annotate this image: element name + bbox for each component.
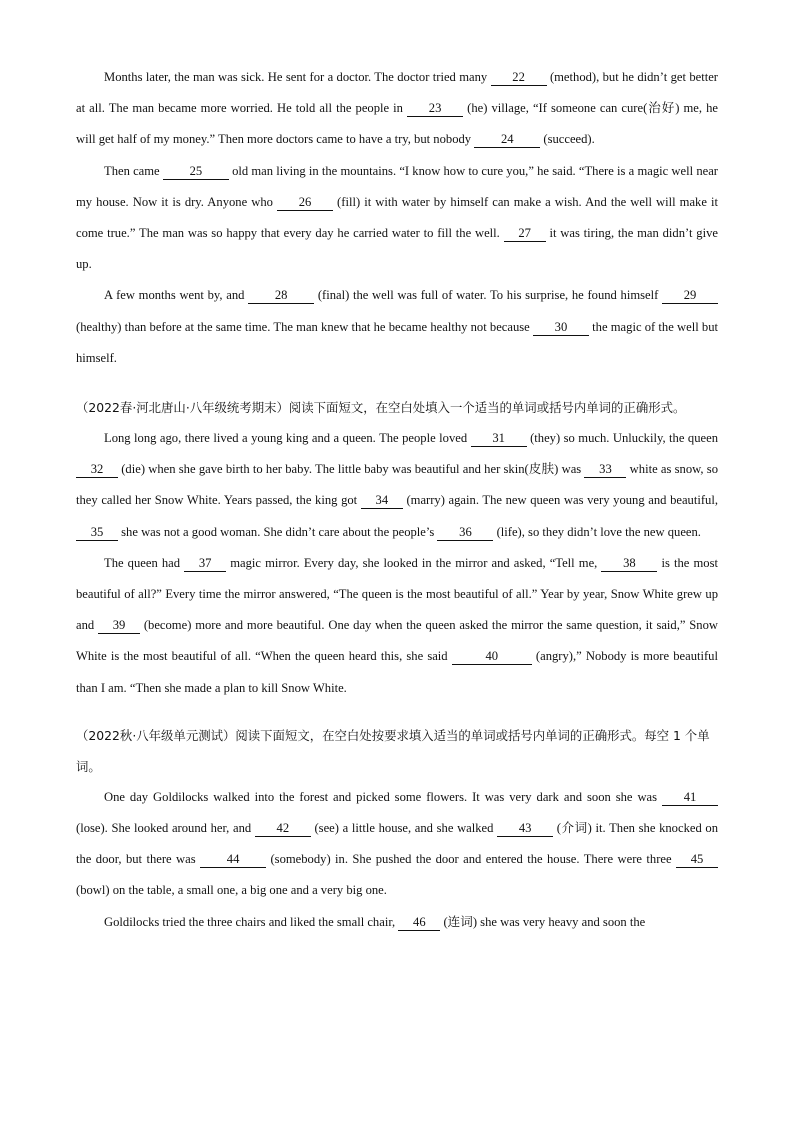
answer-blank-40[interactable]: 40 <box>452 648 532 665</box>
passage1-paragraph2 <box>76 156 718 281</box>
text-run: (see) a little house, and she walked <box>310 821 498 836</box>
text-run: magic mirror. Every day, she looked in the mirror and asked, “Tell me, <box>226 555 602 570</box>
text-run: the magic of the well but himself. <box>76 319 718 365</box>
answer-blank-44[interactable]: 44 <box>200 851 266 868</box>
text-run: (healthy) than before at the same time. The man knew that he became healthy not because <box>76 319 533 334</box>
text-run: (lose). She looked around her, and <box>76 821 255 836</box>
answer-blank-28[interactable]: 28 <box>248 287 314 304</box>
passage3-paragraph1 <box>76 782 718 907</box>
text-run: The queen had <box>104 555 185 570</box>
answer-blank-26[interactable]: 26 <box>277 194 333 211</box>
text-run: (somebody) in. She pushed the door and entered the house. There were three <box>266 852 676 867</box>
text-run: (they) so much. Unluckily, the queen <box>526 431 718 446</box>
text-run: (die) when she gave birth to her baby. The little baby was beautiful and her skin(皮肤) was <box>118 462 585 477</box>
answer-blank-30[interactable]: 30 <box>533 319 589 336</box>
answer-blank-45[interactable]: 45 <box>676 851 718 868</box>
answer-blank-24[interactable]: 24 <box>474 131 540 148</box>
text-run: (method), but he didn’t get better at all. The man became more worried. He told all the people in <box>76 70 718 116</box>
text-run: Then came <box>104 163 163 178</box>
answer-blank-41[interactable]: 41 <box>662 789 718 806</box>
text-run: white as snow, so they called her Snow White. Years passed, the king got <box>76 462 718 508</box>
answer-blank-27[interactable]: 27 <box>504 225 546 242</box>
document-page <box>76 62 718 938</box>
text-run: Long long ago, there lived a young king and a queen. The people loved <box>104 431 471 446</box>
text-run: Months later, the man was sick. He sent for a doctor. The doctor tried many <box>104 70 491 84</box>
answer-blank-32[interactable]: 32 <box>76 461 118 478</box>
text-run: she was not a good woman. She didn’t care about the people’s <box>118 524 438 539</box>
passage1-paragraph3 <box>76 280 718 374</box>
text-run: (bowl) on the table, a small one, a big one and a very big one. <box>76 883 387 898</box>
answer-blank-46[interactable]: 46 <box>398 914 440 931</box>
answer-blank-33[interactable]: 33 <box>584 461 626 478</box>
text-run: (final) the well was full of water. To his surprise, he found himself <box>314 288 662 303</box>
text-run: One day Goldilocks walked into the forest and picked some flowers. It was very dark and soon she was <box>104 789 662 804</box>
text-run: (fill) it with water by himself can make a wish. And the well will make it come true.” The man was so happy that every day he carried water to fill the well. <box>76 194 718 241</box>
passage2-paragraph2 <box>76 548 718 704</box>
text-run: Goldilocks tried the three chairs and liked the small chair, <box>104 914 399 929</box>
passage3-paragraph2 <box>76 907 718 938</box>
section-heading-3: （2022秋·八年级单元测试）阅读下面短文，在空白处按要求填入适当的单词或括号内单词的正确形式。每空 1 个单词。 <box>76 727 710 774</box>
answer-blank-34[interactable]: 34 <box>361 492 403 509</box>
answer-blank-37[interactable]: 37 <box>184 555 226 572</box>
answer-blank-35[interactable]: 35 <box>76 524 118 541</box>
answer-blank-23[interactable]: 23 <box>407 100 463 117</box>
text-run: (介词) it. Then she knocked on the door, but there was <box>76 821 719 867</box>
text-run: (succeed). <box>540 132 595 147</box>
answer-blank-42[interactable]: 42 <box>255 820 311 837</box>
section-heading-2: （2022春·河北唐山·八年级统考期末）阅读下面短文，在空白处填入一个适当的单词或括号内单词的正确形式。 <box>76 400 686 416</box>
text-run: (he) village, “If someone can cure(治好) me, he will get half of my money.” Then more doctors came to have a try, but nobody <box>76 101 718 147</box>
text-run: (life), so they didn’t love the new queen. <box>493 524 701 539</box>
answer-blank-25[interactable]: 25 <box>163 163 229 180</box>
text-run: (angry),” Nobody is more beautiful than I am. “Then she made a plan to kill Snow White. <box>76 649 718 695</box>
answer-blank-39[interactable]: 39 <box>98 617 140 634</box>
passage2-paragraph1 <box>76 423 718 548</box>
answer-blank-31[interactable]: 31 <box>471 430 527 447</box>
text-run: (连词) she was very heavy and soon the <box>440 914 646 929</box>
answer-blank-38[interactable]: 38 <box>601 555 657 572</box>
text-run: A few months went by, and <box>104 288 249 303</box>
text-run: is the most beautiful of all?” Every time the mirror answered, “The queen is the most beautiful of all.” Year by year, Snow White grew up and <box>76 555 718 633</box>
answer-blank-43[interactable]: 43 <box>497 820 553 837</box>
text-run: old man living in the mountains. “I know how to cure you,” he said. “There is a magic well near my house. Now it is dry. Anyone who <box>76 163 718 209</box>
passage1-paragraph1 <box>76 62 718 156</box>
text-run: (become) more and more beautiful. One day when the queen asked the mirror the same question, it said,” Snow White is the most beautiful of all. “When the queen heard this, she said <box>76 618 718 664</box>
text-run: (marry) again. The new queen was very young and beautiful, <box>402 493 718 508</box>
answer-blank-29[interactable]: 29 <box>662 287 718 304</box>
answer-blank-36[interactable]: 36 <box>437 524 493 541</box>
answer-blank-22[interactable]: 22 <box>491 69 547 86</box>
text-run: it was tiring, the man didn’t give up. <box>76 226 718 272</box>
